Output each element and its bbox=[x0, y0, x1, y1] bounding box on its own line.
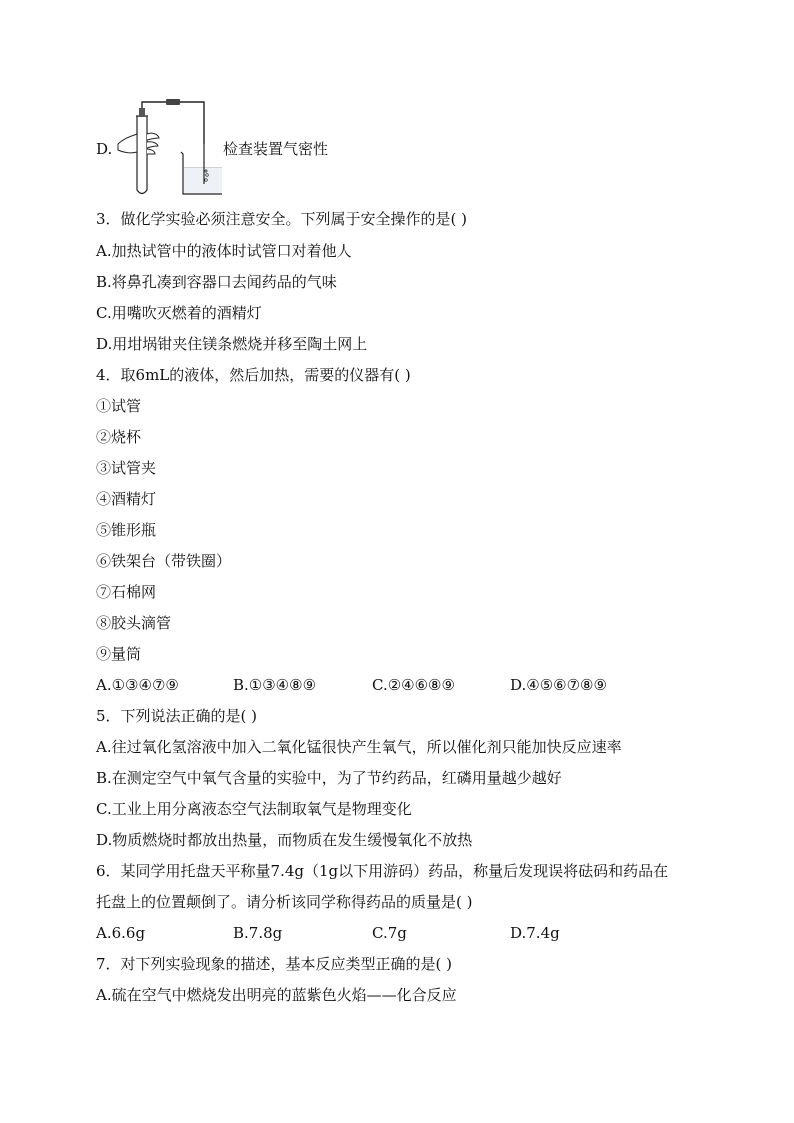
test-tube-icon bbox=[136, 116, 148, 194]
option-d-label: D. bbox=[96, 140, 113, 158]
q3-option-c: C.用嘴吹灭燃着的酒精灯 bbox=[96, 304, 262, 322]
q4-item-7: ⑦石棉网 bbox=[96, 583, 157, 601]
q4-option-c: C.②④⑥⑧⑨ bbox=[372, 676, 455, 694]
q5-stem: 5．下列说法正确的是( ) bbox=[96, 707, 258, 725]
q4-item-8: ⑧胶头滴管 bbox=[96, 614, 172, 632]
q5-option-c: C.工业上用分离液态空气法制取氧气是物理变化 bbox=[96, 800, 412, 818]
q6-stem-line2: 托盘上的位置颠倒了。请分析该同学称得药品的质量是( ) bbox=[96, 893, 473, 911]
q5-option-d: D.物质燃烧时都放出热量，而物质在发生缓慢氧化不放热 bbox=[96, 831, 473, 849]
q3-option-b: B.将鼻孔凑到容器口去闻药品的气味 bbox=[96, 273, 337, 291]
beaker-icon bbox=[181, 144, 222, 194]
airtightness-apparatus-figure bbox=[110, 94, 222, 198]
q4-item-2: ②烧杯 bbox=[96, 428, 142, 446]
q4-item-5: ⑤锥形瓶 bbox=[96, 521, 157, 539]
q6-option-b: B.7.8g bbox=[233, 924, 283, 942]
q3-stem: 3．做化学实验必须注意安全。下列属于安全操作的是( ) bbox=[96, 210, 468, 228]
q4-item-9: ⑨量筒 bbox=[96, 645, 142, 663]
q7-stem: 7．对下列实验现象的描述，基本反应类型正确的是( ) bbox=[96, 955, 453, 973]
q6-option-a: A.6.6g bbox=[96, 924, 146, 942]
q5-option-b: B.在测定空气中氧气含量的实验中，为了节约药品，红磷用量越少越好 bbox=[96, 769, 562, 787]
q6-option-d: D.7.4g bbox=[510, 924, 560, 942]
q4-item-4: ④酒精灯 bbox=[96, 490, 157, 508]
q4-item-6: ⑥铁架台（带铁圈） bbox=[96, 552, 232, 570]
q7-option-a: A.硫在空气中燃烧发出明亮的蓝紫色火焰——化合反应 bbox=[96, 986, 457, 1004]
q4-item-1: ①试管 bbox=[96, 397, 142, 415]
hand-icon bbox=[118, 133, 159, 154]
q3-option-d: D.用坩埚钳夹住镁条燃烧并移至陶土网上 bbox=[96, 335, 368, 353]
q6-stem-line1: 6．某同学用托盘天平称量7.4g（1g以下用游码）药品，称量后发现误将砝码和药品在 bbox=[96, 862, 669, 880]
q5-option-a: A.往过氧化氢溶液中加入二氧化锰很快产生氧气，所以催化剂只能加快反应速率 bbox=[96, 738, 622, 756]
q3-option-a: A.加热试管中的液体时试管口对着他人 bbox=[96, 242, 352, 260]
option-d-caption: 检查装置气密性 bbox=[223, 140, 329, 158]
q4-option-b: B.①③④⑧⑨ bbox=[233, 676, 317, 694]
q6-option-c: C.7g bbox=[372, 924, 407, 942]
q4-item-3: ③试管夹 bbox=[96, 459, 157, 477]
q4-option-d: D.④⑤⑥⑦⑧⑨ bbox=[510, 676, 607, 694]
q4-option-a: A.①③④⑦⑨ bbox=[96, 676, 179, 694]
q4-stem: 4．取6mL的液体，然后加热，需要的仪器有( ) bbox=[96, 366, 411, 384]
